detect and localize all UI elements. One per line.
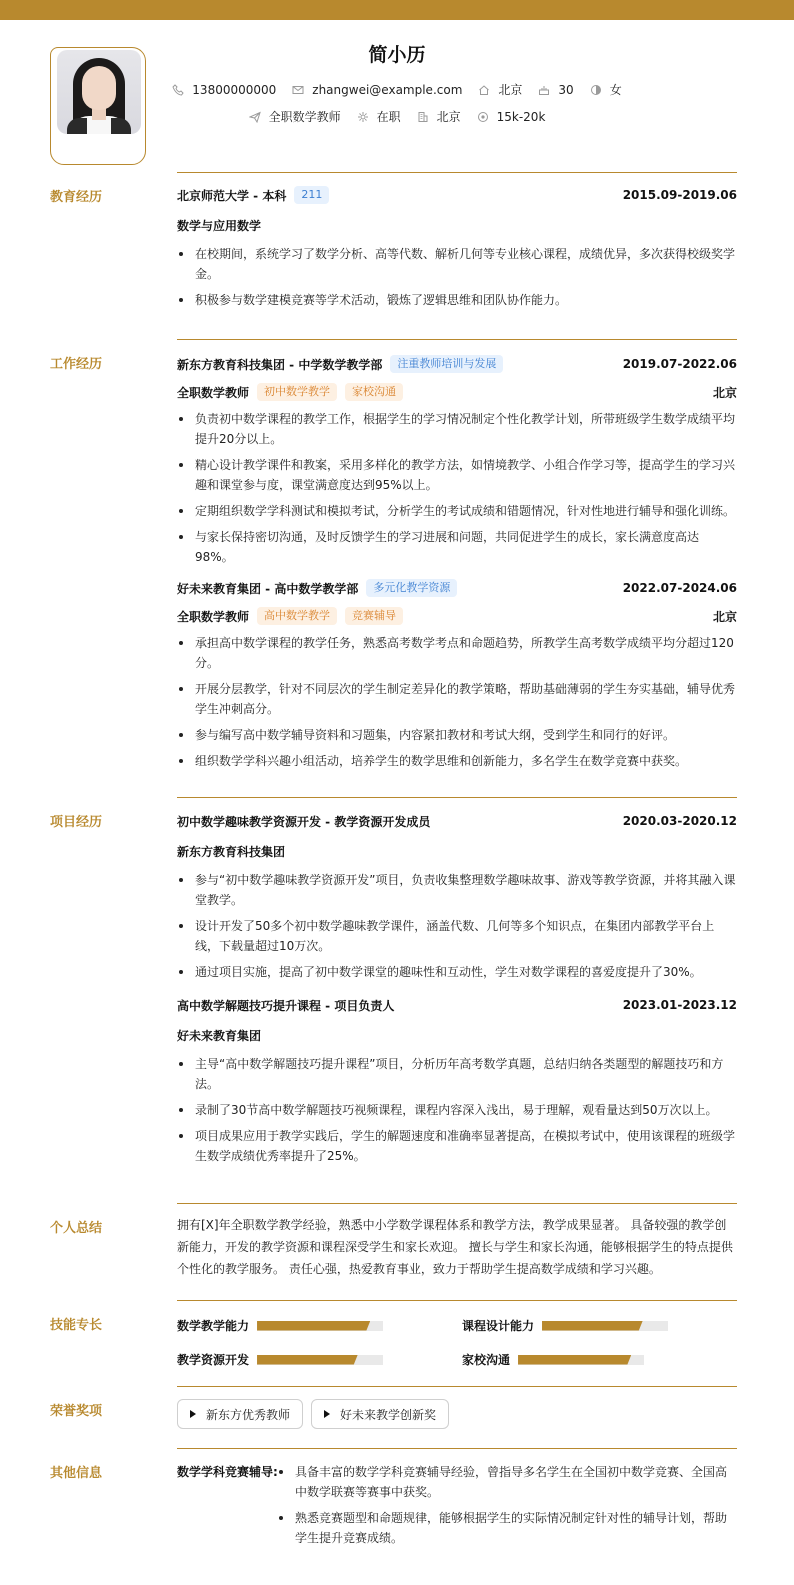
basic-info-row-1 <box>0 81 794 98</box>
project-entry <box>177 992 737 1166</box>
candidate-name: 简小历 <box>368 44 426 66</box>
salary-info: 15k-20k <box>477 110 546 124</box>
company-name: 好未来教育集团 - 高中数学教学部 <box>177 581 359 596</box>
role-tag: 竞赛辅导 <box>345 607 403 625</box>
list-item: 精心设计教学课件和教案，采用多样化的教学方法，如情境教学、小组合作学习等，提高学生的学习兴趣和课堂参与度，课堂满意度达到95%以上。 <box>177 455 737 495</box>
list-item: 积极参与数学建模竞赛等学术活动，锻炼了逻辑思维和团队协作能力。 <box>177 290 737 310</box>
work-location: 北京 <box>712 385 737 400</box>
project-date: 2020.03-2020.12 <box>622 814 737 828</box>
list-item: 参与“初中数学趣味教学资源开发”项目，负责收集整理数学趣味故事、游戏等教学资源，并将其融入课堂教学。 <box>177 870 737 910</box>
skill-item <box>177 1351 383 1368</box>
job-target-info: 全职数学教师 <box>249 108 341 125</box>
school-name: 北京师范大学 - 本科 <box>177 188 287 203</box>
skill-item <box>177 1317 383 1334</box>
skill-fill <box>257 1355 358 1365</box>
list-item: 具备丰富的数学学科竞赛辅导经验，曾指导多名学生在全国初中数学竞赛、全国高中数学联赛等赛事中获奖。 <box>277 1462 732 1502</box>
company-name: 新东方教育科技集团 - 中学数学教学部 <box>177 357 383 372</box>
hometown-info: 北京 <box>478 81 522 98</box>
work-entry <box>177 575 737 771</box>
skill-name: 教学资源开发 <box>177 1353 250 1367</box>
company-tag: 多元化教学资源 <box>366 579 457 597</box>
skill-fill <box>257 1321 370 1331</box>
job-role: 全职数学教师 <box>177 385 250 400</box>
top-accent-bar <box>0 0 794 20</box>
list-item: 通过项目实施，提高了初中数学课堂的趣味性和互动性，学生对数学课程的喜爱度提升了30%。 <box>177 962 737 982</box>
list-item: 录制了30节高中数学解题技巧视频课程，课程内容深入浅出，易于理解，观看量达到50万次以上。 <box>177 1100 737 1120</box>
work-location: 北京 <box>712 609 737 624</box>
skill-bar <box>518 1355 644 1365</box>
award-item: 好未来教学创新奖 <box>311 1399 449 1429</box>
company-tag: 注重教师培训与发展 <box>390 355 503 373</box>
skill-item <box>462 1317 668 1334</box>
play-icon <box>190 1410 196 1418</box>
list-item: 项目成果应用于教学实践后，学生的解题速度和准确率显著提高，在模拟考试中，使用该课程的班级学生数学成绩优秀率提升了25%。 <box>177 1126 737 1166</box>
list-item: 与家长保持密切沟通，及时反馈学生的学习进展和问题，共同促进学生的成长，家长满意度高达98%。 <box>177 527 737 567</box>
section-title: 工作经历 <box>50 357 103 372</box>
summary-text: 拥有[X]年全职数学教学经验，熟悉中小学数学课程体系和教学方法，教学成果显著。 具备较强的教学创新能力，开发的教学资源和课程深受学生和家长欢迎。 擅长与学生和家长沟通，能够根据学生的特点提供个性化的教学服务。 责任心强，热爱教育事业，致力于帮助学生提高数学成绩和学习兴趣。 <box>177 1218 733 1276</box>
skill-name: 数学教学能力 <box>177 1319 250 1333</box>
send-icon <box>249 111 261 123</box>
salary-icon <box>477 111 489 123</box>
education-date: 2015.09-2019.06 <box>622 188 737 202</box>
role-tag: 家校沟通 <box>345 383 403 401</box>
section-title: 其他信息 <box>50 1466 103 1481</box>
email-info: zhangwei@example.com <box>292 83 462 97</box>
major: 数学与应用数学 <box>177 219 262 233</box>
other-info-item <box>177 1462 737 1554</box>
building-icon <box>417 111 429 123</box>
play-icon <box>324 1410 330 1418</box>
project-org: 好未来教育集团 <box>177 1029 262 1043</box>
list-item: 熟悉竞赛题型和命题规律，能够根据学生的实际情况制定针对性的辅导计划，帮助学生提升竞赛成绩。 <box>277 1508 732 1548</box>
list-item: 定期组织数学学科测试和模拟考试，分析学生的考试成绩和错题情况，针对性地进行辅导和强化训练。 <box>177 501 737 521</box>
list-item: 开展分层教学，针对不同层次的学生制定差异化的教学策略，帮助基础薄弱的学生夯实基础，辅导优秀学生冲刺高分。 <box>177 679 737 719</box>
project-org: 新东方教育科技集团 <box>177 845 286 859</box>
project-bullets <box>177 870 737 982</box>
project-bullets <box>177 1054 737 1166</box>
role-tag: 高中数学教学 <box>257 607 337 625</box>
age-info: 30 <box>538 83 573 97</box>
other-info-label: 数学学科竞赛辅导: <box>177 1465 278 1479</box>
section-title: 项目经历 <box>50 815 103 830</box>
section-title: 荣誉奖项 <box>50 1404 103 1419</box>
section-title: 技能专长 <box>50 1318 103 1333</box>
other-info-bullets <box>277 1462 732 1554</box>
target-city-info: 北京 <box>417 108 461 125</box>
resume-header <box>0 20 794 170</box>
skill-bar <box>257 1321 383 1331</box>
project-name: 高中数学解题技巧提升课程 - 项目负责人 <box>177 998 395 1013</box>
project-name: 初中数学趣味教学资源开发 - 教学资源开发成员 <box>177 814 431 829</box>
phone-icon <box>172 84 184 96</box>
mail-icon <box>292 84 304 96</box>
skill-bar <box>257 1355 383 1365</box>
skill-name: 家校沟通 <box>462 1353 511 1367</box>
cake-icon <box>538 84 550 96</box>
list-item: 参与编写高中数学辅导资料和习题集，内容紧扣教材和考试大纲，受到学生和同行的好评。 <box>177 725 737 745</box>
phone-info: 13800000000 <box>172 83 276 97</box>
work-date: 2022.07-2024.06 <box>622 581 737 595</box>
work-entry <box>177 351 737 567</box>
job-status-info: 在职 <box>357 108 401 125</box>
role-tag: 初中数学教学 <box>257 383 337 401</box>
work-bullets <box>177 409 737 567</box>
project-date: 2023.01-2023.12 <box>622 998 737 1012</box>
list-item: 在校期间，系统学习了数学分析、高等代数、解析几何等专业核心课程，成绩优异，多次获得校级奖学金。 <box>177 244 737 284</box>
job-role: 全职数学教师 <box>177 609 250 624</box>
gender-icon <box>590 84 602 96</box>
section-title: 教育经历 <box>50 190 103 205</box>
status-icon <box>357 111 369 123</box>
project-entry <box>177 808 737 982</box>
list-item: 负责初中数学课程的教学工作，根据学生的学习情况制定个性化教学计划，所带班级学生数学成绩平均提升20分以上。 <box>177 409 737 449</box>
work-date: 2019.07-2022.06 <box>622 357 737 371</box>
skill-fill <box>518 1355 631 1365</box>
list-item: 组织数学学科兴趣小组活动，培养学生的数学思维和创新能力，多名学生在数学竞赛中获奖。 <box>177 751 737 771</box>
list-item: 主导“高中数学解题技巧提升课程”项目，分析历年高考数学真题，总结归纳各类题型的解题技巧和方法。 <box>177 1054 737 1094</box>
education-entry <box>177 182 737 310</box>
education-bullets <box>177 244 737 310</box>
section-title: 个人总结 <box>50 1221 103 1236</box>
work-bullets <box>177 633 737 771</box>
skill-fill <box>542 1321 643 1331</box>
list-item: 设计开发了50多个初中数学趣味教学课件，涵盖代数、几何等多个知识点，在集团内部教学平台上线，下载量超过10万次。 <box>177 916 737 956</box>
skills-grid <box>177 1301 737 1367</box>
skill-bar <box>542 1321 668 1331</box>
gender-info: 女 <box>590 81 622 98</box>
home-icon <box>478 84 490 96</box>
school-tag: 211 <box>294 186 329 204</box>
basic-info-row-2 <box>0 108 794 125</box>
list-item: 承担高中数学课程的教学任务，熟悉高考数学考点和命题趋势，所教学生高考数学成绩平均分超过120分。 <box>177 633 737 673</box>
award-item: 新东方优秀教师 <box>177 1399 303 1429</box>
skill-item <box>462 1351 644 1368</box>
skill-name: 课程设计能力 <box>462 1319 535 1333</box>
